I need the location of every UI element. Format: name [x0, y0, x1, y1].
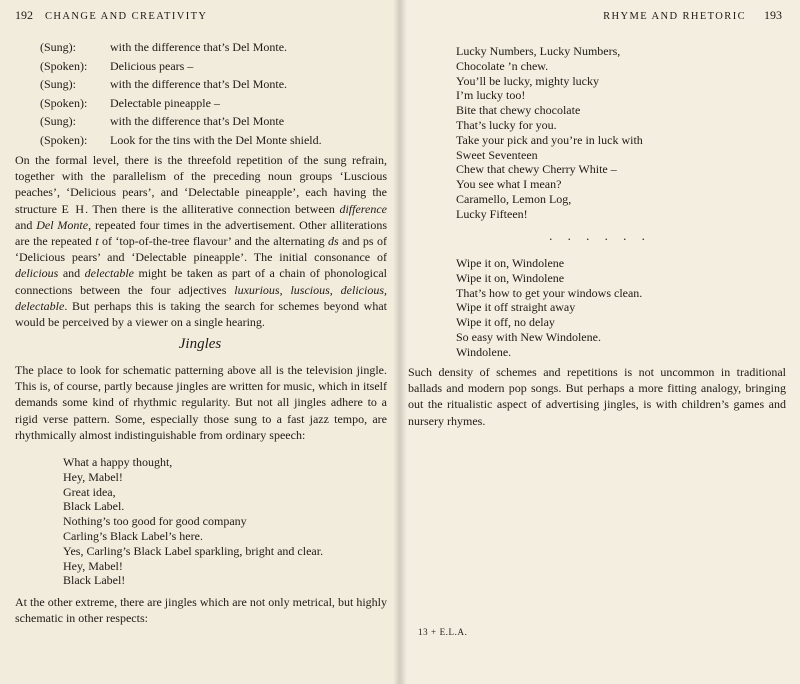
verse-line: Carling’s Black Label’s here. — [63, 528, 203, 543]
dialogue-row — [40, 75, 322, 94]
book-gutter — [393, 0, 407, 684]
other-extreme-paragraph: At the other extreme, there are jingles which are not only metrical, but highly schematic in other respects: — [15, 595, 387, 626]
verse-line: Take your pick and you’re in luck with — [456, 132, 643, 147]
density-paragraph: Such density of schemes and repetitions is not uncommon in traditional ballads and modern pop songs. But perhaps a more fitting analogy, bringing out the ritualistic aspect of advertising jingles, is with children’s games and nursery rhymes. — [408, 365, 786, 428]
speaker-label: (Spoken): — [40, 132, 88, 147]
verse-line: Sweet Seventeen — [456, 147, 538, 162]
signature-mark: 13 + E.L.A. — [418, 627, 468, 637]
dialogue-row — [40, 94, 322, 113]
verse-line: Lucky Numbers, Lucky Numbers, — [456, 44, 621, 58]
verse-line: Chew that chewy Cherry White – — [456, 162, 617, 177]
dialogue-row — [40, 131, 322, 150]
speaker-label: (Spoken): — [40, 58, 88, 73]
verse-line: Hey, Mabel! — [63, 469, 123, 484]
verse-line: Hey, Mabel! — [63, 558, 123, 573]
verse-line: Chocolate ’n chew. — [456, 58, 549, 73]
verse-line: Great idea, — [63, 484, 116, 499]
verse-line: Wipe it on, Windolene — [456, 256, 565, 270]
verse-line: That’s lucky for you. — [456, 117, 557, 132]
jingles-paragraph: The place to look for schematic patterning above all is the television jingle. This is, of course, partly because jingles are written for music, which in itself demands some kind of rhythmic regularity. But not all jingles adhere to a rigid verse pattern. Some, especially those sung to a fast jazz tempo, are rhythmically almost indistinguishable from ordinary speech: — [15, 363, 387, 442]
verse-line: You see what I mean? — [456, 177, 562, 192]
dialogue-row — [40, 112, 322, 131]
verse-line: Black Label! — [63, 573, 126, 588]
verse-line: Black Label. — [63, 499, 125, 514]
verse-line: You’ll be lucky, mighty lucky — [456, 73, 599, 88]
dialogue-line: with the difference that’s Del Monte — [110, 114, 285, 128]
verse-line: I’m lucky too! — [456, 88, 526, 103]
windolene-jingle — [456, 256, 642, 360]
verse-line: Wipe it on, Windolene — [456, 270, 565, 285]
ellipsis-separator: . . . . . . — [549, 228, 651, 243]
verse-line: Wipe it off, no delay — [456, 315, 555, 330]
verse-line: What a happy thought, — [63, 455, 173, 469]
formal-level-paragraph: On the formal level, there is the threefold repetition of the sung refrain, together with the parallelism of the preceding noun groups ‘Luscious peaches’, ‘Delicious pears’, and ‘Delectable pineapple’, each having the structure E H. Then there is the alliterative connection between difference and Del Monte, repeated four times in the advertisement. Other alliterations are the repeated t of ‘top-of-the-tree flavour’ and the alternating ds and ps of ‘Delicious pears’ and ‘Delectable pineapple’. The initial consonance of delicious and delectable might be taken as part of a chain of phonological connections between the four adjectives luxurious, luscious, delicious, delectable. But perhaps this is taking the search for schemes beyond what would be perceived by a viewer on a single hearing. — [15, 153, 388, 330]
carling-jingle — [63, 455, 323, 588]
verse-line: So easy with New Windolene. — [456, 329, 601, 344]
verse-line: That’s how to get your windows clean. — [456, 285, 643, 300]
lucky-numbers-jingle — [456, 44, 643, 222]
right-running-head: RHYME AND RHETORIC — [603, 11, 746, 22]
dialogue-line: Look for the tins with the Del Monte shield. — [110, 132, 322, 147]
speaker-label: (Sung): — [40, 40, 76, 54]
right-page-number: 193 — [764, 8, 782, 22]
left-page-header — [15, 8, 207, 23]
dialogue-line: with the difference that’s Del Monte. — [110, 77, 288, 91]
section-heading: Jingles — [178, 336, 222, 352]
verse-line: Windolene. — [456, 344, 512, 359]
ad-dialogue — [40, 38, 322, 149]
dialogue-line: Delicious pears – — [110, 58, 194, 73]
verse-line: Caramello, Lemon Log, — [456, 191, 572, 206]
speaker-label: (Sung): — [40, 114, 76, 128]
speaker-label: (Spoken): — [40, 95, 88, 110]
verse-line: Nothing’s too good for good company — [63, 514, 247, 529]
dialogue-line: Delectable pineapple – — [110, 95, 220, 110]
left-running-head: CHANGE AND CREATIVITY — [45, 11, 208, 22]
right-page-header — [603, 8, 782, 23]
verse-line: Wipe it off straight away — [456, 300, 576, 315]
dialogue-row — [40, 57, 322, 76]
dialogue-line: with the difference that’s Del Monte. — [110, 40, 288, 54]
verse-line: Yes, Carling’s Black Label sparkling, bright and clear. — [63, 543, 324, 558]
verse-line: Lucky Fifteen! — [456, 206, 528, 221]
right-page — [400, 0, 800, 684]
left-page-number: 192 — [15, 8, 33, 22]
speaker-label: (Sung): — [40, 77, 76, 91]
dialogue-row — [40, 38, 322, 57]
verse-line: Bite that chewy chocolate — [456, 103, 581, 118]
